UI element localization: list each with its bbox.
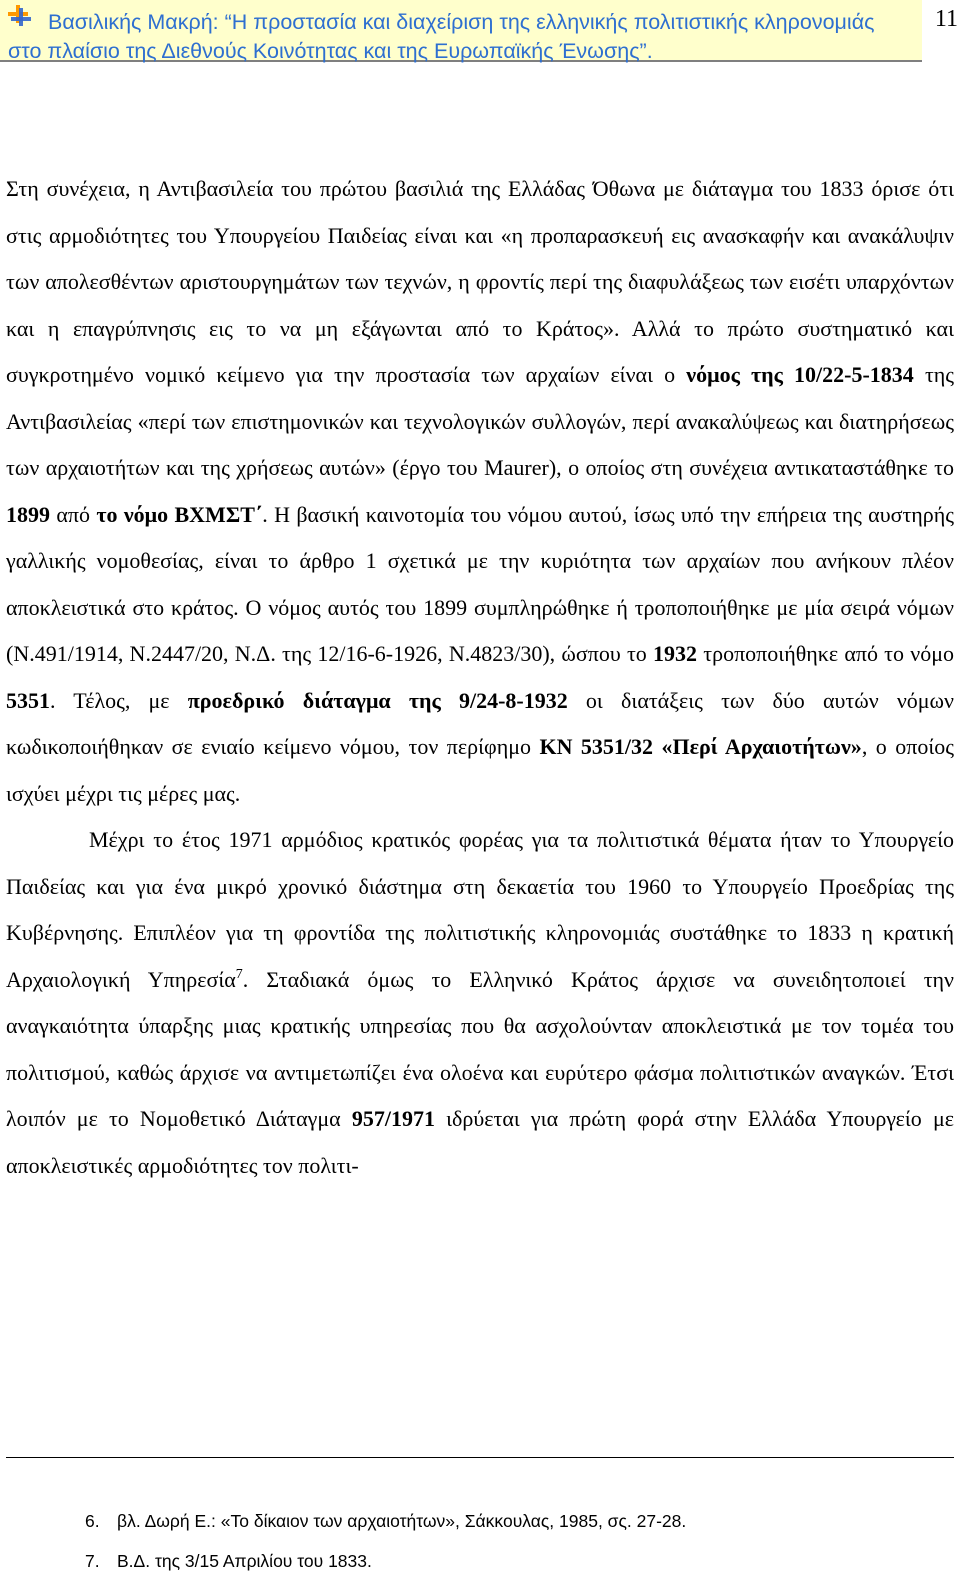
year-1899: 1899 bbox=[6, 501, 50, 527]
document-body bbox=[6, 166, 954, 1189]
footnote bbox=[85, 1501, 945, 1541]
footnote-number: 7. bbox=[85, 1551, 100, 1571]
kn-5351-32: ΚΝ 5351/32 «Περί Αρχαιοτήτων» bbox=[539, 734, 862, 759]
footnote-divider bbox=[6, 1457, 954, 1458]
decree-957-1971: 957/1971 bbox=[351, 1106, 435, 1131]
paragraph-1: Στη συνέχεια, η Αντιβασιλεία του πρώτου βασιλιά της Ελλάδας Όθωνα με διάταγμα του 1833 όρισε ότι στις αρμοδιότητες του Υπουργείου Παιδείας είναι και «η προπαρασκευή εις ανασκαφήν και ανακάλυψιν των απολεσθέντων αριστουργημάτων των τεχνών, η φροντίς περί της διαφυλάξεως των εισέτι υπαρχόντων και η επαγρύπνησις εις το να μη εξάγωνται από το Κράτος». Αλλά το πρώτο συστηματικό και συγκροτημένο νομικό κείμενο για την προστασία των αρχαίων είναι ο νόμος της 10/22-5-1834 της Αντιβασιλείας «περί των επιστημονικών και τεχνολογικών συλλογών, περί ανακαλύψεως και διατηρήσεως των αρχαιοτήτων και της χρήσεως αυτών» (έργο του Maurer), ο οποίος στη συνέχεια αντικαταστάθηκε το 1899 από το νόμο ΒΧΜΣΤ΄. Η βασική καινοτομία του νόμου αυτού, ίσως υπό την επήρεια της αυστηρής γαλλικής νομοθεσίας, είναι το άρθρο 1 σχετικά με την κυριότητα των αρχαίων που ανήκουν πλέον αποκλειστικά στο κράτος. Ο νόμος αυτός του 1899 συμπληρώθηκε ή τροποποιήθηκε με μία σειρά νόμων (Ν.491/1914, Ν.2447/20, Ν.Δ. της 12/16-6-1926, Ν.4823/30), ώσπου το 1932 τροποποιήθηκε από το νόμο 5351. Τέλος, με προεδρικό διάταγμα της 9/24-8-1932 οι διατάξεις των δύο αυτών νόμων κωδικοποιήθηκαν σε ενιαίο κείμενο νόμου, τον περίφημο ΚΝ 5351/32 «Περί Αρχαιοτήτων», ο οποίος ισχύει μέχρι τις μέρες μας. bbox=[6, 176, 955, 806]
header-title: Βασιλικής Μακρή: “Η προστασία και διαχείριση της ελληνικής πολιτιστικής κληρονομιάς στο πλαίσιο της Διεθνούς Κοινότητας και της Ευρωπαϊκής Ένωσης”. bbox=[8, 10, 875, 63]
footnote bbox=[85, 1541, 945, 1581]
footnote-ref-7[interactable]: 7 bbox=[235, 966, 243, 982]
law-1834: νόμος της 10/22-5-1834 bbox=[686, 362, 914, 387]
footnote-text: Β.Δ. της 3/15 Απριλίου του 1833. bbox=[117, 1551, 372, 1571]
presidential-decree-1932: προεδρικό διάταγμα της 9/24-8-1932 bbox=[187, 687, 568, 713]
page-number: 11 bbox=[934, 6, 958, 32]
law-5351: 5351 bbox=[6, 687, 50, 713]
footnote-number: 6. bbox=[85, 1511, 100, 1531]
footnotes bbox=[85, 1501, 945, 1581]
footnote-text: βλ. Δωρή Ε.: «Το δίκαιον των αρχαιοτήτων», Σάκκουλας, 1985, σς. 27-28. bbox=[117, 1511, 687, 1531]
year-1932: 1932 bbox=[653, 641, 698, 666]
running-header bbox=[0, 0, 922, 62]
paragraph-2: Μέχρι το έτος 1971 αρμόδιος κρατικός φορέας για τα πολιτιστικά θέματα ήταν το Υπουργείο Παιδείας και για ένα μικρό χρονικό διάστημα στη δεκαετία του 1960 το Υπουργείο Προεδρίας της Κυβέρνησης. Επιπλέον για τη φροντίδα της πολιτιστικής κληρονομιάς συστάθηκε το 1833 η κρατική Αρχαιολογική Υπηρεσία$^7$. Σταδιακά όμως το Ελληνικό Κράτος άρχισε να συνειδητοποιεί την αναγκαιότητα ύπαρξης μιας κρατικής υπηρεσίας που θα ασχολούνταν αποκλειστικά με τον τομέα του πολιτισμού, καθώς άρχισε να αντιμετωπίζει ένα ολοένα και ευρύτερο φάσμα πολιτιστικών αναγκών. Έτσι λοιπόν με το Νομοθετικό Διάταγμα 957/1971 ιδρύεται για πρώτη φορά στην Ελλάδα Υπουργείο με αποκλειστικές αρμοδιότητες τον πολιτι- bbox=[6, 827, 954, 1178]
law-bxmst: το νόμο ΒΧΜΣΤ΄ bbox=[96, 501, 263, 527]
